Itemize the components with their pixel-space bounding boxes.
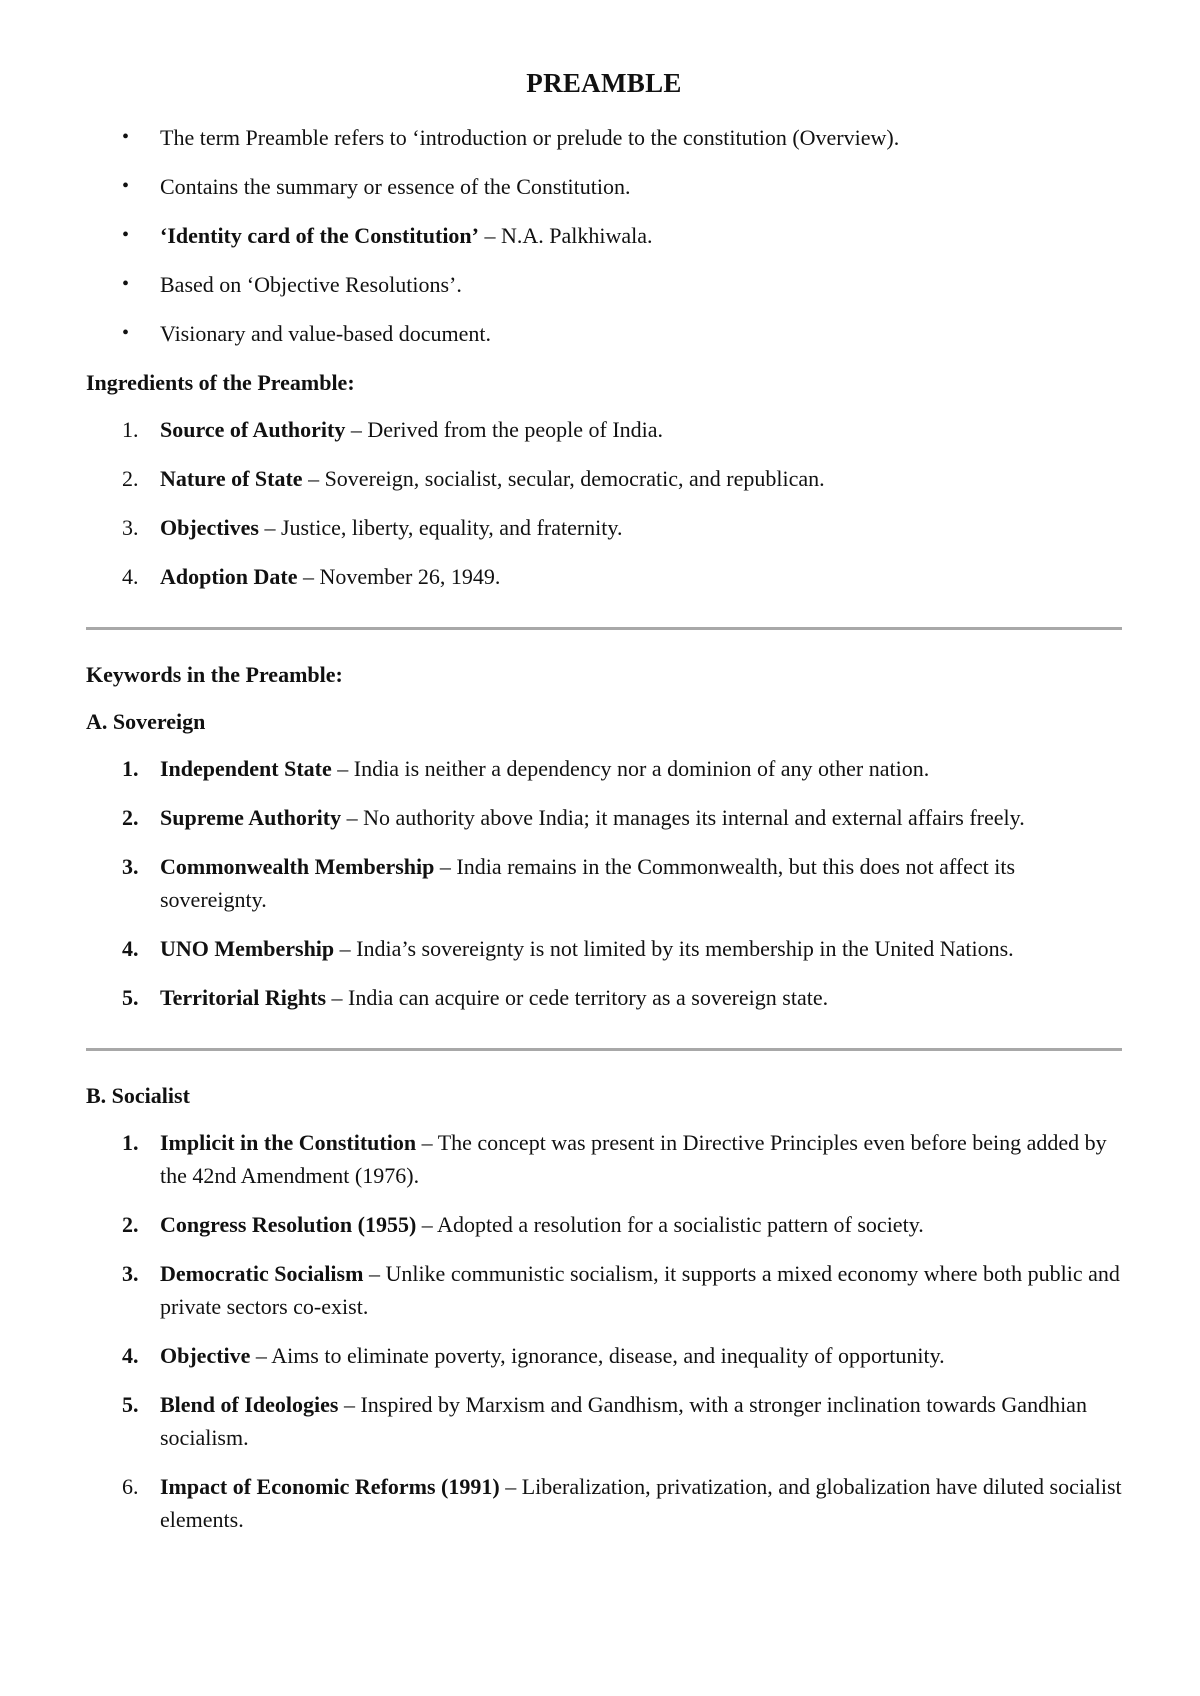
item-text: Based on ‘Objective Resolutions’. [160,272,462,297]
item-number: 2. [122,1212,139,1237]
list-item [86,462,1122,495]
item-text: – The concept was present in Directive Principles even before being added by the 42nd Amendment (1976). [160,1130,1107,1188]
item-text: – Sovereign, socialist, secular, democratic, and republican. [302,466,825,491]
keywords-heading: Keywords in the Preamble: [86,662,343,687]
item-bold: UNO Membership [160,936,335,961]
item-bold: Objective [160,1343,251,1368]
item-bold: Blend of Ideologies [160,1392,339,1417]
list-item [86,317,1122,350]
item-bold: Adoption Date [160,564,298,589]
item-number: 1. [122,417,139,442]
list-item [86,1339,1122,1372]
item-number: 2. [122,805,139,830]
item-bold: Congress Resolution (1955) [160,1212,417,1237]
item-number: 4. [122,564,139,589]
item-text: – No authority above India; it manages its internal and external affairs freely. [341,805,1025,830]
item-bold: Objectives [160,515,259,540]
item-bold: Nature of State [160,466,303,491]
item-bold: Democratic Socialism [160,1261,364,1286]
socialist-heading: B. Socialist [86,1083,190,1108]
item-text: – India remains in the Commonwealth, but this does not affect its sovereignty. [160,854,1016,912]
ingredients-list [86,413,1122,593]
item-text: The term Preamble refers to ‘introduction or prelude to the constitution (Overview). [160,125,900,150]
list-item [86,1470,1122,1536]
item-number: 4. [122,1343,139,1368]
page-title: PREAMBLE [526,68,682,98]
item-bold: ‘Identity card of the Constitution’ [160,223,479,248]
item-text: – Aims to eliminate poverty, ignorance, disease, and inequality of opportunity. [250,1343,945,1368]
intro-bullet-list [86,121,1122,350]
item-text: – India is neither a dependency nor a dominion of any other nation. [331,756,930,781]
list-item [86,268,1122,301]
item-bold: Implicit in the Constitution [160,1130,417,1155]
item-number: 1. [122,1130,139,1155]
list-item [86,932,1122,965]
socialist-list [86,1126,1122,1536]
list-item [86,1208,1122,1241]
list-item [86,1257,1122,1323]
item-bold: Independent State [160,756,332,781]
item-text: Contains the summary or essence of the Constitution. [160,174,631,199]
list-item [86,170,1122,203]
bullet-icon: • [122,273,130,295]
item-text: Visionary and value-based document. [160,321,492,346]
bullet-icon: • [122,175,130,197]
list-item [86,219,1122,252]
item-bold: Impact of Economic Reforms (1991) [160,1474,500,1499]
list-item [86,413,1122,446]
item-text: – N.A. Palkhiwala. [479,223,653,248]
list-item [86,801,1122,834]
item-bold: Territorial Rights [160,985,326,1010]
item-number: 2. [122,466,139,491]
item-number: 5. [122,985,139,1010]
list-item [86,511,1122,544]
list-item [86,560,1122,593]
bullet-icon: • [122,126,130,148]
item-number: 3. [122,1261,139,1286]
item-number: 6. [122,1474,139,1499]
item-text: – Justice, liberty, equality, and fraternity. [258,515,623,540]
sovereign-heading: A. Sovereign [86,709,206,734]
item-text: – India can acquire or cede territory as a sovereign state. [326,985,829,1010]
list-item [86,752,1122,785]
horizontal-divider [86,627,1122,630]
item-number: 3. [122,515,139,540]
list-item [86,121,1122,154]
item-number: 5. [122,1392,139,1417]
item-number: 3. [122,854,139,879]
bullet-icon: • [122,224,130,246]
item-number: 4. [122,936,139,961]
list-item [86,1388,1122,1454]
item-bold: Supreme Authority [160,805,342,830]
horizontal-divider [86,1048,1122,1051]
item-text: – Liberalization, privatization, and globalization have diluted socialist elements. [160,1474,1122,1532]
item-bold: Source of Authority [160,417,346,442]
item-bold: Commonwealth Membership [160,854,435,879]
list-item [86,981,1122,1014]
item-text: – Derived from the people of India. [345,417,664,442]
sovereign-list [86,752,1122,1014]
list-item [86,1126,1122,1192]
list-item [86,850,1122,916]
item-number: 1. [122,756,139,781]
ingredients-heading: Ingredients of the Preamble: [86,370,355,395]
item-text: – Inspired by Marxism and Gandhism, with a stronger inclination towards Gandhian socialism. [160,1392,1087,1450]
item-text: – November 26, 1949. [297,564,501,589]
bullet-icon: • [122,322,130,344]
item-text: – India’s sovereignty is not limited by its membership in the United Nations. [334,936,1014,961]
document-page [86,68,1122,1552]
item-text: – Adopted a resolution for a socialistic pattern of society. [416,1212,924,1237]
item-text: – Unlike communistic socialism, it supports a mixed economy where both public and private sectors co-exist. [160,1261,1120,1319]
